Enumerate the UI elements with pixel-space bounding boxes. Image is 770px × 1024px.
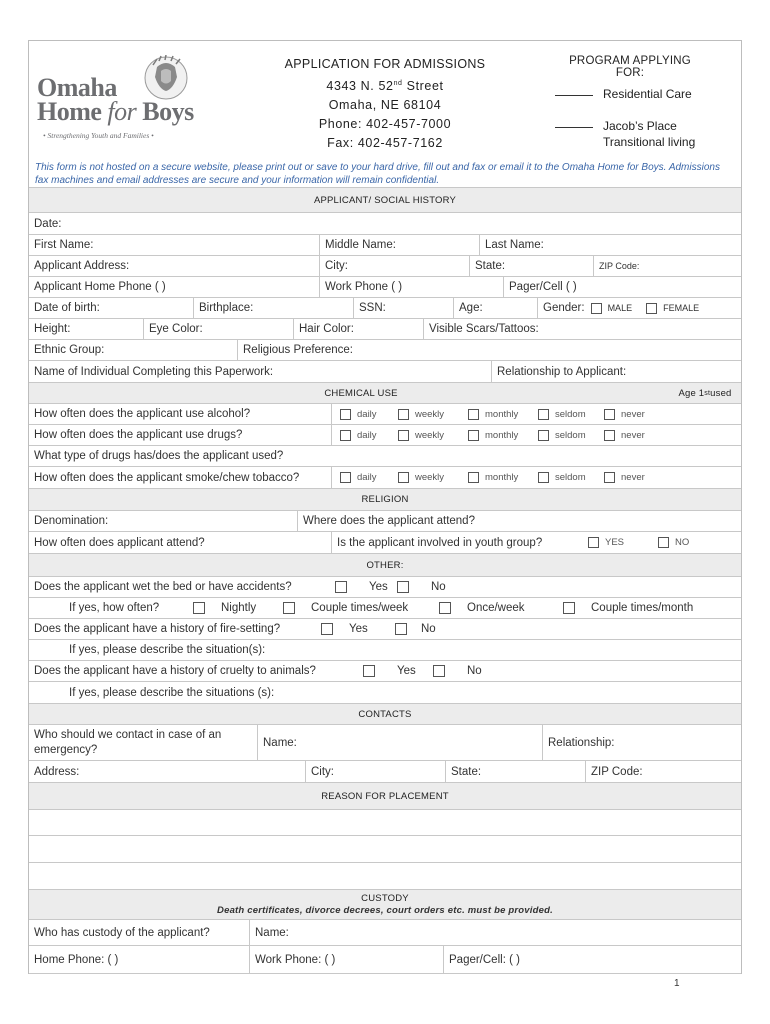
emergency-name-field[interactable]: Name: xyxy=(257,725,542,760)
ethnic-group-field[interactable]: Ethnic Group: xyxy=(34,344,105,356)
scars-field[interactable]: Visible Scars/Tattoos: xyxy=(423,319,741,339)
option-label: Yes xyxy=(349,623,368,635)
section-title: RELIGION xyxy=(361,494,409,505)
contact-address-field[interactable]: Address: xyxy=(34,765,80,778)
checkbox[interactable] xyxy=(468,472,479,483)
checkbox[interactable] xyxy=(395,623,407,635)
street-b: Street xyxy=(402,79,444,94)
drug-type-field[interactable]: What type of drugs has/does the applicant used? xyxy=(34,450,284,462)
checkbox[interactable] xyxy=(658,537,669,548)
age-field[interactable]: Age: xyxy=(453,298,537,318)
youth-no[interactable] xyxy=(658,532,689,553)
checkbox[interactable] xyxy=(538,472,549,483)
state-field[interactable]: State: xyxy=(469,256,593,276)
section-contacts xyxy=(29,704,741,725)
logo-text-omaha: Omaha xyxy=(37,73,117,102)
section-custody xyxy=(29,890,741,920)
form-header xyxy=(29,41,741,161)
form-title: APPLICATION FOR ADMISSIONS xyxy=(284,57,486,71)
age-first-used-header xyxy=(669,383,741,403)
fire-yes[interactable] xyxy=(321,619,368,639)
option-label: YES xyxy=(605,537,625,548)
last-name-field[interactable]: Last Name: xyxy=(479,235,741,255)
option-label: never xyxy=(621,472,645,483)
checkbox[interactable] xyxy=(563,602,575,614)
how-often-attend-field[interactable]: How often does applicant attend? xyxy=(34,536,205,549)
checkbox[interactable] xyxy=(604,430,615,441)
custody-note: Death certificates, divorce decrees, court orders etc. must be provided. xyxy=(217,904,553,916)
option-label: daily xyxy=(357,472,377,483)
checkbox[interactable] xyxy=(335,581,347,593)
checkbox[interactable] xyxy=(604,472,615,483)
section-reason xyxy=(29,783,741,810)
application-form xyxy=(28,40,742,974)
page-number: 1 xyxy=(674,978,680,989)
row-fire-describe xyxy=(29,640,741,661)
security-notice: This form is not hosted on a secure website, please print out or save to your hard drive, fill out and fax or email it to the Omaha Home for Boys. Admissions fax machines and email addresses are secure and your information will remain confidential. xyxy=(35,162,720,186)
row-name xyxy=(29,235,741,256)
option-label: daily xyxy=(357,408,377,420)
contact-state-field[interactable]: State: xyxy=(445,761,585,782)
drugs-question: How often does the applicant use drugs? xyxy=(34,429,243,441)
female-checkbox[interactable] xyxy=(646,303,657,314)
work-phone-field[interactable]: Work Phone ( ) xyxy=(319,277,503,297)
eye-color-field[interactable]: Eye Color: xyxy=(143,319,293,339)
gender-label: Gender: xyxy=(543,302,585,314)
row-drugs xyxy=(29,425,741,446)
section-title: APPLICANT/ SOCIAL HISTORY xyxy=(313,194,457,206)
omaha-home-for-boys-logo xyxy=(35,55,235,145)
section-applicant xyxy=(29,188,741,213)
option-label: Nightly xyxy=(221,602,257,614)
option-label: Yes xyxy=(397,665,416,677)
alcohol-monthly[interactable] xyxy=(468,404,518,424)
checkbox[interactable] xyxy=(363,665,375,677)
row-custody-phones xyxy=(29,946,741,974)
drugs-monthly[interactable] xyxy=(468,425,518,445)
row-how-often xyxy=(29,598,741,619)
option-label: monthly xyxy=(485,408,519,420)
logo-for: for xyxy=(107,97,137,126)
alcohol-seldom[interactable] xyxy=(538,404,586,424)
option-label: never xyxy=(621,408,645,420)
option-label: seldom xyxy=(555,408,586,420)
city-field[interactable]: City: xyxy=(319,256,469,276)
age-first-a: Age 1 xyxy=(678,387,705,399)
checkbox[interactable] xyxy=(340,430,351,441)
logo-boys: Boys xyxy=(136,97,194,126)
custody-work-phone-field[interactable]: Work Phone: ( ) xyxy=(249,946,443,973)
section-religion xyxy=(29,489,741,511)
row-date xyxy=(29,213,741,235)
row-attend xyxy=(29,532,741,554)
home-phone-field[interactable]: Applicant Home Phone ( ) xyxy=(34,281,166,293)
bed-yes[interactable] xyxy=(335,577,388,597)
drugs-weekly[interactable] xyxy=(398,425,444,445)
youth-group-field xyxy=(331,532,741,553)
checkbox[interactable] xyxy=(321,623,333,635)
tobacco-options xyxy=(331,467,741,488)
contact-zip-field[interactable]: ZIP Code: xyxy=(585,761,741,782)
row-fire xyxy=(29,619,741,640)
checkbox[interactable] xyxy=(340,409,351,420)
street-sup: nd xyxy=(393,80,403,87)
row-appearance xyxy=(29,319,741,340)
row-address xyxy=(29,256,741,277)
option-label: No xyxy=(467,665,482,677)
tobacco-question: How often does the applicant smoke/chew tobacco? xyxy=(34,471,300,484)
age-first-sup: st xyxy=(704,389,711,397)
custody-question: Who has custody of the applicant? xyxy=(34,926,210,939)
row-ethnic xyxy=(29,340,741,361)
tobacco-never[interactable] xyxy=(604,467,645,488)
program-title: PROGRAM APPLYING FOR: xyxy=(569,55,691,79)
male-checkbox[interactable] xyxy=(591,303,602,314)
program-2a-label: Jacob’s Place xyxy=(603,119,677,133)
section-title: CHEMICAL USE xyxy=(324,387,398,399)
custody-name-field[interactable]: Name: xyxy=(249,920,741,945)
option-label: daily xyxy=(357,429,377,441)
pager-field[interactable]: Pager/Cell ( ) xyxy=(503,277,741,297)
row-drug-type xyxy=(29,446,741,467)
address-block xyxy=(265,55,505,153)
checkbox[interactable] xyxy=(538,409,549,420)
row-contact-address xyxy=(29,761,741,783)
checkbox[interactable] xyxy=(604,409,615,420)
program-blank-2[interactable] xyxy=(555,127,593,128)
section-other xyxy=(29,554,741,577)
tobacco-seldom[interactable] xyxy=(538,467,586,488)
tobacco-daily[interactable] xyxy=(340,467,377,488)
checkbox[interactable] xyxy=(193,602,205,614)
city-state-zip: Omaha, NE 68104 xyxy=(328,98,442,113)
drugs-never[interactable] xyxy=(604,425,645,445)
zip-field[interactable]: ZIP Code: xyxy=(593,256,741,276)
checkbox[interactable] xyxy=(397,581,409,593)
checkbox[interactable] xyxy=(398,430,409,441)
chief-head-icon xyxy=(143,55,189,101)
checkbox[interactable] xyxy=(433,665,445,677)
ssn-field[interactable]: SSN: xyxy=(353,298,453,318)
option-label: weekly xyxy=(415,408,445,420)
program-1-label: Residential Care xyxy=(603,87,692,101)
alcohol-daily[interactable] xyxy=(340,404,377,424)
street-address xyxy=(265,74,505,96)
row-bed xyxy=(29,577,741,598)
option-label: weekly xyxy=(415,429,445,441)
program-jacobs-place[interactable] xyxy=(555,118,695,150)
checkbox[interactable] xyxy=(398,472,409,483)
alcohol-weekly[interactable] xyxy=(398,404,444,424)
alcohol-never[interactable] xyxy=(604,404,645,424)
logo-text-home-for-boys xyxy=(37,97,194,127)
couple-week-option[interactable] xyxy=(283,598,408,618)
bed-question xyxy=(29,577,741,597)
alcohol-options xyxy=(331,404,741,424)
option-label: NO xyxy=(675,537,690,548)
checkbox[interactable] xyxy=(468,430,479,441)
date-field[interactable]: Date: xyxy=(34,217,62,230)
completing-name-field[interactable]: Name of Individual Completing this Paperwork: xyxy=(34,365,274,378)
cruelty-no[interactable] xyxy=(433,661,482,681)
reason-line-1[interactable] xyxy=(29,810,741,836)
reason-line-3[interactable] xyxy=(29,863,741,890)
option-label: Couple times/week xyxy=(311,602,409,614)
row-phones xyxy=(29,277,741,298)
checkbox[interactable] xyxy=(398,409,409,420)
section-title: OTHER: xyxy=(366,559,404,571)
drugs-seldom[interactable] xyxy=(538,425,586,445)
religious-preference-field[interactable]: Religious Preference: xyxy=(237,340,741,360)
section-title: CUSTODY xyxy=(361,892,409,904)
street-a: 4343 N. 52 xyxy=(326,79,394,94)
fire-question-text: Does the applicant have a history of fire-setting? xyxy=(34,623,281,635)
where-attend-field[interactable]: Where does the applicant attend? xyxy=(297,511,741,531)
checkbox[interactable] xyxy=(468,409,479,420)
option-label: seldom xyxy=(555,472,586,483)
cruelty-describe-field[interactable]: If yes, please describe the situations (s): xyxy=(69,686,275,699)
emergency-b: emergency? xyxy=(34,743,98,756)
middle-name-field[interactable]: Middle Name: xyxy=(319,235,479,255)
option-label: monthly xyxy=(485,429,519,441)
reason-line-2[interactable] xyxy=(29,836,741,863)
option-label: Yes xyxy=(369,581,388,593)
row-emergency xyxy=(29,725,741,761)
option-label: weekly xyxy=(415,472,445,483)
drugs-options xyxy=(331,425,741,445)
checkbox[interactable] xyxy=(538,430,549,441)
program-residential-care[interactable] xyxy=(555,87,692,101)
cruelty-question xyxy=(29,661,741,681)
nightly-option[interactable] xyxy=(193,598,256,618)
male-label: MALE xyxy=(607,303,633,313)
section-title: REASON FOR PLACEMENT xyxy=(321,790,449,802)
custody-home-phone-field[interactable]: Home Phone: ( ) xyxy=(34,953,119,966)
how-often-text: If yes, how often? xyxy=(69,602,160,614)
tobacco-monthly[interactable] xyxy=(468,467,518,488)
bed-question-text: Does the applicant wet the bed or have accidents? xyxy=(34,581,292,593)
first-name-field[interactable]: First Name: xyxy=(34,239,94,251)
option-label: No xyxy=(421,623,436,635)
row-alcohol xyxy=(29,404,741,425)
how-often-question xyxy=(29,598,741,618)
age-first-b: used xyxy=(710,387,732,399)
drugs-daily[interactable] xyxy=(340,425,377,445)
form-grid xyxy=(29,187,741,966)
option-label: never xyxy=(621,429,645,441)
female-label: FEMALE xyxy=(663,303,700,313)
dob-field[interactable]: Date of birth: xyxy=(34,302,100,314)
option-label: Once/week xyxy=(467,602,525,614)
row-cruelty-describe xyxy=(29,682,741,704)
alcohol-question: How often does the applicant use alcohol? xyxy=(34,408,251,420)
hair-color-field[interactable]: Hair Color: xyxy=(293,319,423,339)
program-2b-label: Transitional living xyxy=(603,135,696,149)
denomination-field[interactable]: Denomination: xyxy=(34,515,109,527)
row-birth xyxy=(29,298,741,319)
gender-field xyxy=(537,298,741,318)
emergency-question xyxy=(29,725,257,760)
checkbox[interactable] xyxy=(439,602,451,614)
contact-city-field[interactable]: City: xyxy=(305,761,445,782)
row-tobacco xyxy=(29,467,741,489)
bed-no[interactable] xyxy=(397,577,446,597)
tobacco-weekly[interactable] xyxy=(398,467,444,488)
fire-question xyxy=(29,619,741,639)
program-blank-1[interactable] xyxy=(555,95,593,96)
custody-pager-field[interactable]: Pager/Cell: ( ) xyxy=(443,946,741,973)
row-completing xyxy=(29,361,741,383)
row-cruelty xyxy=(29,661,741,682)
once-week-option[interactable] xyxy=(439,598,525,618)
cruelty-yes[interactable] xyxy=(363,661,416,681)
emergency-a: Who should we contact in case of an xyxy=(34,728,222,741)
logo-tagline: • Strengthening Youth and Families • xyxy=(43,131,154,140)
youth-yes[interactable] xyxy=(588,532,624,553)
checkbox[interactable] xyxy=(340,472,351,483)
logo-home: Home xyxy=(37,97,108,126)
option-label: seldom xyxy=(555,429,586,441)
cruelty-question-text: Does the applicant have a history of cruelty to animals? xyxy=(34,665,316,677)
section-title: CONTACTS xyxy=(358,708,412,720)
option-label: No xyxy=(431,581,446,593)
section-chemical xyxy=(29,383,741,404)
birthplace-field[interactable]: Birthplace: xyxy=(193,298,353,318)
custody-header xyxy=(29,890,741,919)
phone-number: Phone: 402-457-7000 xyxy=(318,117,452,132)
fax-number: Fax: 402-457-7162 xyxy=(327,136,443,151)
fire-no[interactable] xyxy=(395,619,436,639)
checkbox[interactable] xyxy=(283,602,295,614)
couple-month-option[interactable] xyxy=(563,598,693,618)
option-label: Couple times/month xyxy=(591,602,694,614)
emergency-relationship-field[interactable]: Relationship: xyxy=(542,725,741,760)
address-field[interactable]: Applicant Address: xyxy=(34,260,130,272)
checkbox[interactable] xyxy=(588,537,599,548)
option-label: monthly xyxy=(485,472,519,483)
fire-describe-field[interactable]: If yes, please describe the situation(s): xyxy=(69,644,266,656)
row-custody xyxy=(29,920,741,946)
row-denomination xyxy=(29,511,741,532)
height-field[interactable]: Height: xyxy=(34,323,71,335)
relationship-field[interactable]: Relationship to Applicant: xyxy=(491,361,741,382)
youth-group-question: Is the applicant involved in youth group? xyxy=(337,536,543,549)
